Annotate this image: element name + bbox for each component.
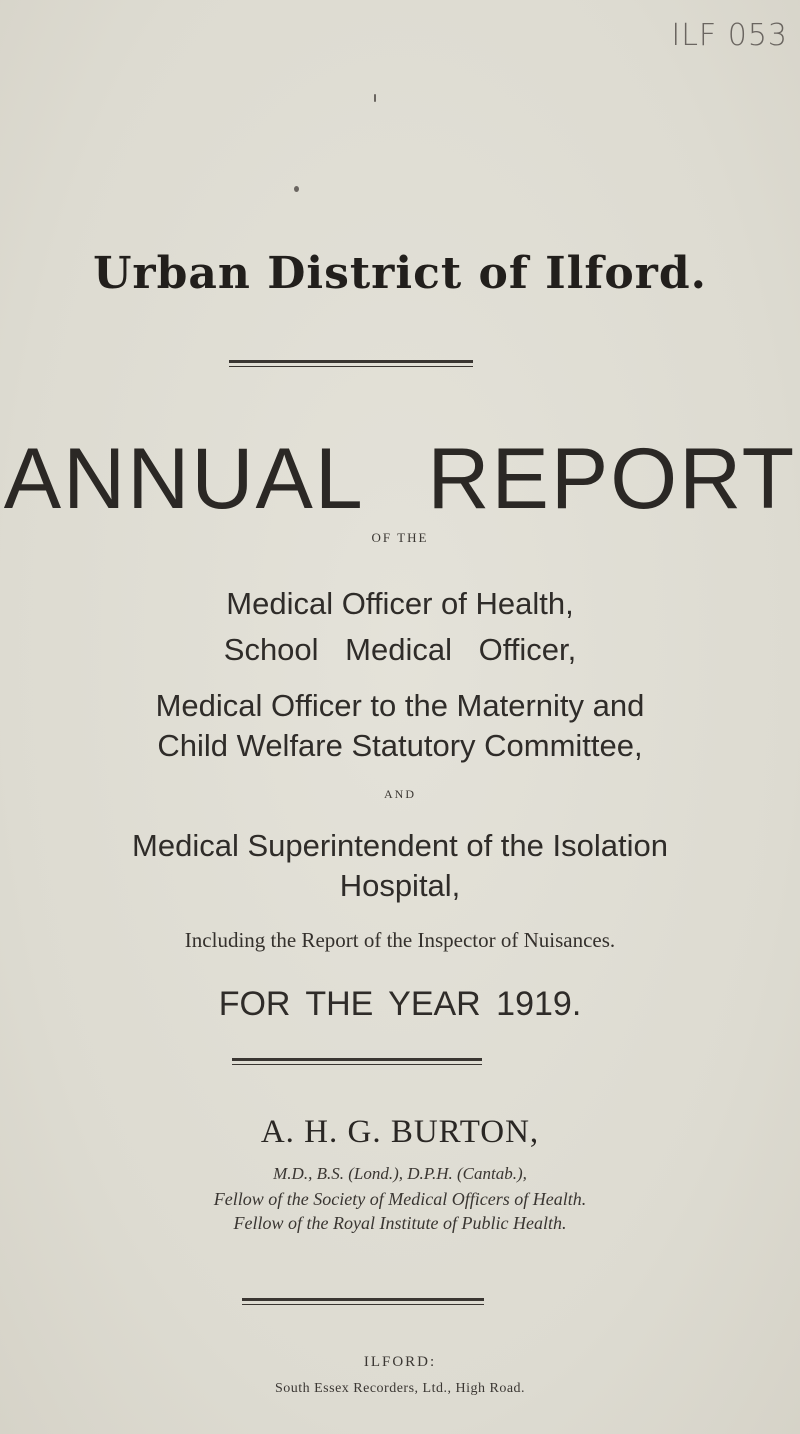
role-line-5: Medical Superintendent of the Isolation bbox=[132, 828, 668, 863]
speck-mark bbox=[294, 186, 299, 192]
author-fellowship-1: Fellow of the Society of Medical Officers of Health. bbox=[213, 1189, 587, 1209]
year-line: FOR THE YEAR 1919. bbox=[218, 985, 582, 1023]
speck-mark bbox=[374, 94, 376, 102]
and-label: AND bbox=[384, 787, 416, 801]
author-degrees: M.D., B.S. (Lond.), D.P.H. (Cantab.), bbox=[273, 1164, 527, 1183]
role-line-6: Hospital, bbox=[339, 868, 461, 903]
including-note: Including the Report of the Inspector of Nuisances. bbox=[184, 928, 616, 952]
role-line-4: Child Welfare Statutory Committee, bbox=[157, 728, 643, 763]
imprint-printer: South Essex Recorders, Ltd., High Road. bbox=[274, 1381, 526, 1396]
author-fellowship-2: Fellow of the Royal Institute of Public Health. bbox=[233, 1213, 567, 1233]
district-title: Urban District of Ilford. bbox=[93, 248, 707, 299]
catalog-number: ILF 053 bbox=[671, 18, 788, 53]
role-line-2: School Medical Officer, bbox=[223, 632, 577, 667]
role-line-3: Medical Officer to the Maternity and bbox=[155, 688, 645, 723]
of-the-label: OF THE bbox=[371, 530, 429, 545]
author-name: A. H. G. BURTON, bbox=[260, 1114, 540, 1150]
role-line-1: Medical Officer of Health, bbox=[226, 586, 574, 621]
imprint-place: ILFORD: bbox=[363, 1354, 437, 1370]
report-title: ANNUAL REPORT bbox=[3, 431, 797, 527]
